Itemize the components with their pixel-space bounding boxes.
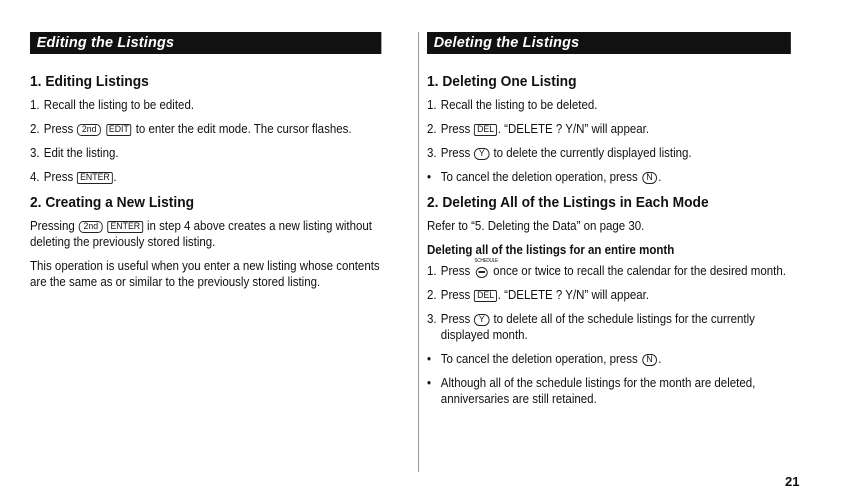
- enter-key-icon: ENTER: [108, 221, 143, 233]
- refer-paragraph: Refer to “5. Deleting the Data” on page 30.: [427, 219, 645, 233]
- n-key-icon: N: [642, 172, 658, 184]
- y-key-icon: Y: [474, 314, 489, 326]
- editing-listings-heading: 1. Editing Listings: [30, 73, 149, 90]
- column-divider: [418, 32, 419, 472]
- edit-step-2: 2. Press 2nd EDIT to enter the edit mode. The cursor flashes.: [30, 122, 352, 136]
- page-number: 21: [785, 474, 800, 489]
- month-step-1: 1. Press SCHEDULE once or twice to recall the calendar for the desired month.: [427, 257, 786, 278]
- deleting-one-heading: 1. Deleting One Listing: [427, 73, 577, 90]
- edit-key-icon: EDIT: [106, 124, 131, 136]
- deleting-month-subheading: Deleting all of the listings for an entire month: [427, 243, 675, 257]
- edit-step-4: 4. Press ENTER .: [30, 170, 117, 184]
- delete-step-1: 1. Recall the listing to be deleted.: [427, 98, 598, 112]
- 2nd-key-icon: 2nd: [77, 124, 101, 136]
- month-bullet-anniversaries: • Although all of the schedule listings for the month are deleted, anniversaries are still retained.: [427, 376, 756, 406]
- n-key-icon: N: [642, 354, 658, 366]
- month-step-3: 3. Press Y to delete all of the schedule listings for the currently displayed month.: [427, 312, 755, 342]
- 2nd-key-icon: 2nd: [79, 221, 103, 233]
- edit-step-1: 1. Recall the listing to be edited.: [30, 98, 195, 112]
- edit-step-3: 3. Edit the listing.: [30, 146, 119, 160]
- y-key-icon: Y: [474, 148, 489, 160]
- month-step-2: 2. Press DEL . “DELETE ? Y/N” will appear.: [427, 288, 650, 302]
- creating-listing-heading: 2. Creating a New Listing: [30, 194, 195, 211]
- deleting-all-heading: 2. Deleting All of the Listings in Each Mode: [427, 194, 709, 211]
- schedule-key-icon: SCHEDULE: [473, 265, 490, 279]
- del-key-icon: DEL: [474, 290, 497, 302]
- del-key-icon: DEL: [474, 124, 497, 136]
- right-column: [427, 32, 806, 407]
- month-bullet-cancel: • To cancel the deletion operation, press N .: [427, 352, 662, 366]
- creating-paragraph-1: Pressing 2nd ENTER in step 4 above creates a new listing without deleting the previously stored listing.: [30, 219, 373, 249]
- creating-paragraph-2: This operation is useful when you enter a new listing whose contents are the same as or similar to the previously stored listing.: [30, 259, 380, 289]
- left-banner: Editing the Listings: [30, 32, 381, 54]
- enter-key-icon: ENTER: [77, 172, 112, 184]
- left-column: [30, 32, 396, 290]
- delete-step-3: 3. Press Y to delete the currently displayed listing.: [427, 146, 692, 160]
- right-banner: Deleting the Listings: [427, 32, 791, 54]
- delete-bullet-cancel: • To cancel the deletion operation, press N .: [427, 170, 662, 184]
- delete-step-2: 2. Press DEL . “DELETE ? Y/N” will appear.: [427, 122, 650, 136]
